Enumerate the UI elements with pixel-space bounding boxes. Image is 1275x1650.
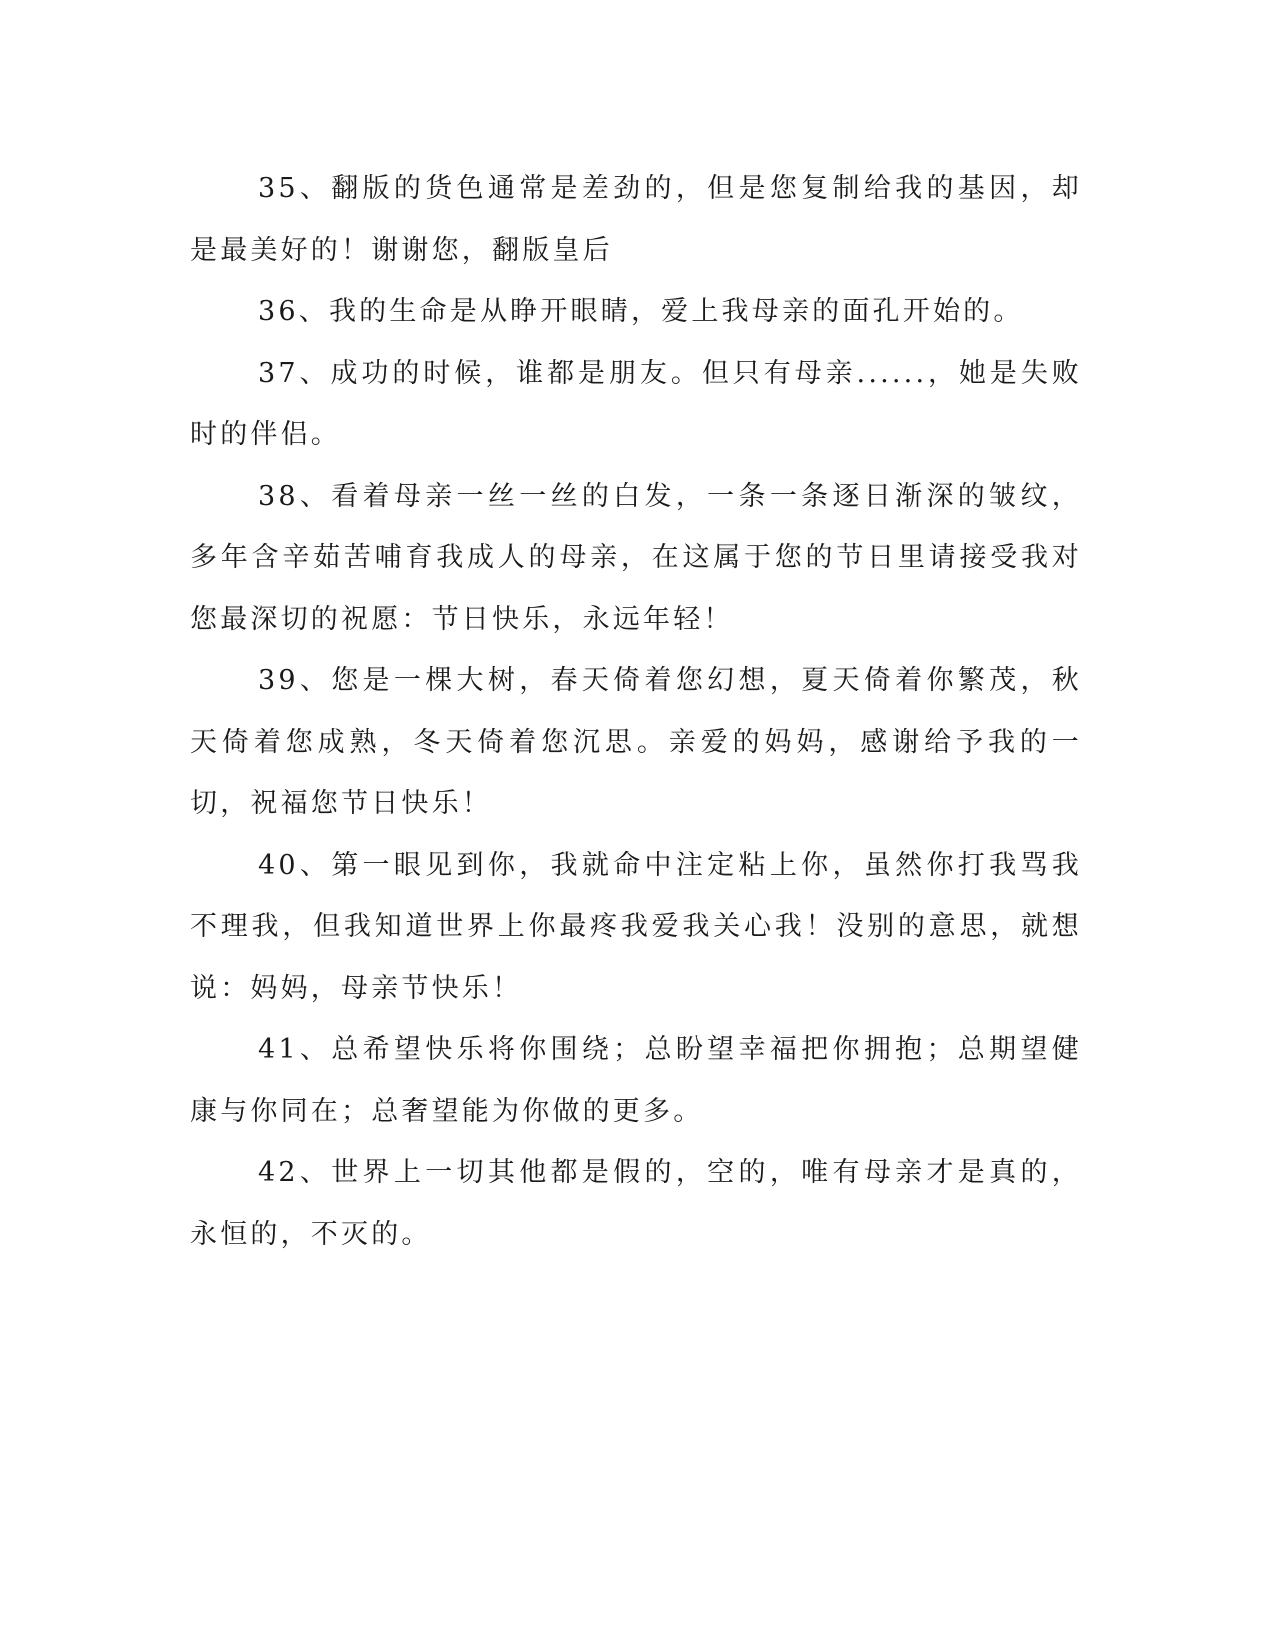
paragraph-39: 39、您是一棵大树，春天倚着您幻想，夏天倚着你繁茂，秋天倚着您成熟，冬天倚着您沉思。亲爱的妈妈，感谢给予我的一切，祝福您节日快乐！: [190, 665, 1082, 819]
paragraph-35: 35、翻版的货色通常是差劲的，但是您复制给我的基因，却是最美好的！谢谢您，翻版皇后: [190, 173, 1082, 266]
paragraph-40: 40、第一眼见到你，我就命中注定粘上你，虽然你打我骂我不理我，但我知道世界上你最疼我爱我关心我！没别的意思，就想说：妈妈，母亲节快乐！: [190, 849, 1082, 1004]
paragraph-42: 42、世界上一切其他都是假的，空的，唯有母亲才是真的，永恒的，不灭的。: [190, 1157, 1082, 1250]
document-body: [190, 158, 1082, 1265]
paragraph-38: 38、看着母亲一丝一丝的白发，一条一条逐日渐深的皱纹，多年含辛茹苦哺育我成人的母亲，在这属于您的节日里请接受我对您最深切的祝愿：节日快乐，永远年轻！: [190, 480, 1082, 635]
paragraph-37: 37、成功的时候，谁都是朋友。但只有母亲......，她是失败时的伴侣。: [190, 357, 1082, 450]
paragraph-36: 36、我的生命是从睁开眼睛，爱上我母亲的面孔开始的。: [258, 296, 1024, 327]
paragraph-41: 41、总希望快乐将你围绕；总盼望幸福把你拥抱；总期望健康与你同在；总奢望能为你做的更多。: [190, 1034, 1082, 1127]
